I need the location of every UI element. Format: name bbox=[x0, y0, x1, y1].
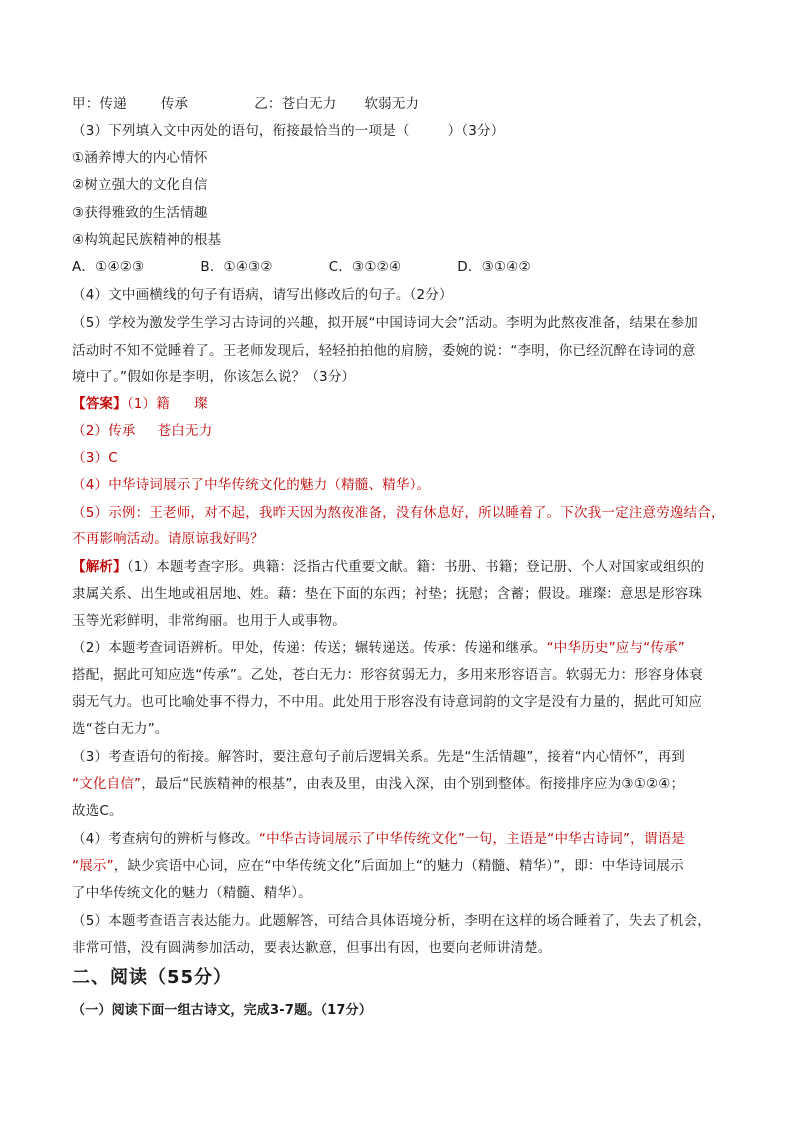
analysis-p1-line-2: 隶属关系、出生地或祖居地、姓。藉：垫在下面的东西；衬垫；抚慰；含蓄；假设。璀璨：意思是形容珠 bbox=[72, 586, 703, 602]
q3-stem: （3）下列填入文中丙处的语句，衔接最恰当的一项是（ ）（3分） bbox=[72, 123, 505, 139]
q3-item-4: ④构筑起民族精神的根基 bbox=[72, 232, 222, 248]
q4-question: （4）文中画横线的句子有语病，请写出修改后的句子。（2分） bbox=[72, 287, 453, 303]
analysis-p4-line-3: 了中华传统文化的魅力（精髓、精华）。 bbox=[72, 885, 312, 901]
q5-line-2: 活动时不知不觉睡着了。王老师发现后，轻轻拍拍他的肩膀，委婉的说：“李明，你已经沉醉在诗词的意 bbox=[72, 343, 696, 359]
section-title: 二、阅读（55分） bbox=[72, 967, 233, 988]
jia-option-b: 传承 bbox=[160, 96, 189, 112]
analysis-p3-line-3: 故选C。 bbox=[72, 803, 123, 819]
analysis-p5-line-1: （5）本题考查语言表达能力。此题解答，可结合具体语境分析，李明在这样的场合睡着了，失去了机会， bbox=[72, 913, 711, 929]
jia-option-a: 传递 bbox=[99, 96, 127, 112]
yi-option-b: 软弱无力 bbox=[364, 96, 420, 112]
analysis-p5-line-2: 非常可惜，没有圆满参加活动，要表达歉意，但事出有因，也要向老师讲清楚。 bbox=[72, 940, 552, 956]
analysis-p3-line-1: （3）考查语句的衔接。解答时，要注意句子前后逻辑关系。先是“生活情趣”，接着“内心情怀”，再到 bbox=[72, 749, 685, 765]
choice-b: B．①④③② bbox=[200, 259, 273, 275]
analysis-p1-line-3: 玉等光彩鲜明，非常绚丽。也用于人或事物。 bbox=[72, 613, 346, 629]
analysis-tag: 【解析】 bbox=[72, 559, 127, 575]
answer-line-4: （4）中华诗词展示了中华传统文化的魅力（精髓、精华）。 bbox=[72, 477, 431, 493]
analysis-p3-line-2: “文化自信”，最后“民族精神的根基”，由表及里，由浅入深，由个别到整体。衔接排序应为③①②④； bbox=[72, 776, 685, 792]
choice-c: C．③①②④ bbox=[328, 259, 402, 275]
answer-tag: 【答案】 bbox=[72, 396, 127, 412]
analysis-p1-line-1: 【解析】（1）本题考查字形。典籍：泛指古代重要文献。籍：书册、书籍；登记册、个人对国家或组织的 bbox=[72, 559, 705, 575]
yi-label: 乙： bbox=[254, 96, 282, 112]
yi-option-a: 苍白无力 bbox=[281, 96, 337, 112]
subsection-title: （一）阅读下面一组古诗文，完成3-7题。（17分） bbox=[72, 1003, 373, 1018]
q3-item-2: ②树立强大的文化自信 bbox=[72, 177, 208, 193]
analysis-p2-line-3: 弱无气力。也可比喻处事不得力，不中用。此处用于形容没有诗意词韵的文字是没有力量的，据此可知应 bbox=[72, 694, 703, 710]
q5-line-3: 境中了。”假如你是李明，你该怎么说？（3分） bbox=[72, 369, 356, 385]
q2-options bbox=[72, 94, 419, 114]
answer-line-3: （3）C bbox=[72, 450, 118, 466]
choice-a: A．①④②③ bbox=[72, 259, 145, 275]
analysis-p2-line-4: 选“苍白无力”。 bbox=[72, 721, 169, 737]
analysis-p2-line-1: （2）本题考查词语辨析。甲处，传递：传送；辗转递送。传承：传递和继承。“中华历史”应与“传承” bbox=[72, 640, 685, 656]
q3-item-3: ③获得雅致的生活情趣 bbox=[72, 205, 208, 221]
q3-choices bbox=[72, 257, 531, 277]
analysis-p2-line-2: 搭配，据此可知应选“传承”。乙处，苍白无力：形容贫弱无力，多用来形容语言。软弱无力：形容身体衰 bbox=[72, 667, 703, 683]
answer-line-1: 【答案】（1）籍 璨 bbox=[72, 396, 208, 412]
jia-label: 甲： bbox=[72, 96, 100, 112]
analysis-p4-line-2: “展示”，缺少宾语中心词，应在“中华传统文化”后面加上“的魅力（精髓、精华）”，即：中华诗词展示 bbox=[72, 858, 684, 874]
choice-d: D．③①④② bbox=[457, 259, 531, 275]
answer-line-5: （5）示例：王老师，对不起，我昨天因为熬夜准备，没有休息好，所以睡着了。下次我一定注意劳逸结合， bbox=[72, 505, 725, 521]
q3-item-1: ①涵养博大的内心情怀 bbox=[72, 150, 208, 166]
analysis-p4-line-1: （4）考查病句的辨析与修改。“中华古诗词展示了中华传统文化”一句，主语是“中华古诗词”，谓语是 bbox=[72, 831, 685, 847]
answer-line-2: （2）传承 苍白无力 bbox=[72, 423, 213, 439]
answer-line-6: 不再影响活动。请原谅我好吗？ bbox=[72, 531, 264, 547]
q5-line-1: （5）学校为激发学生学习古诗词的兴趣，拟开展“中国诗词大会”活动。李明为此熬夜准备，结果在参加 bbox=[72, 315, 698, 331]
